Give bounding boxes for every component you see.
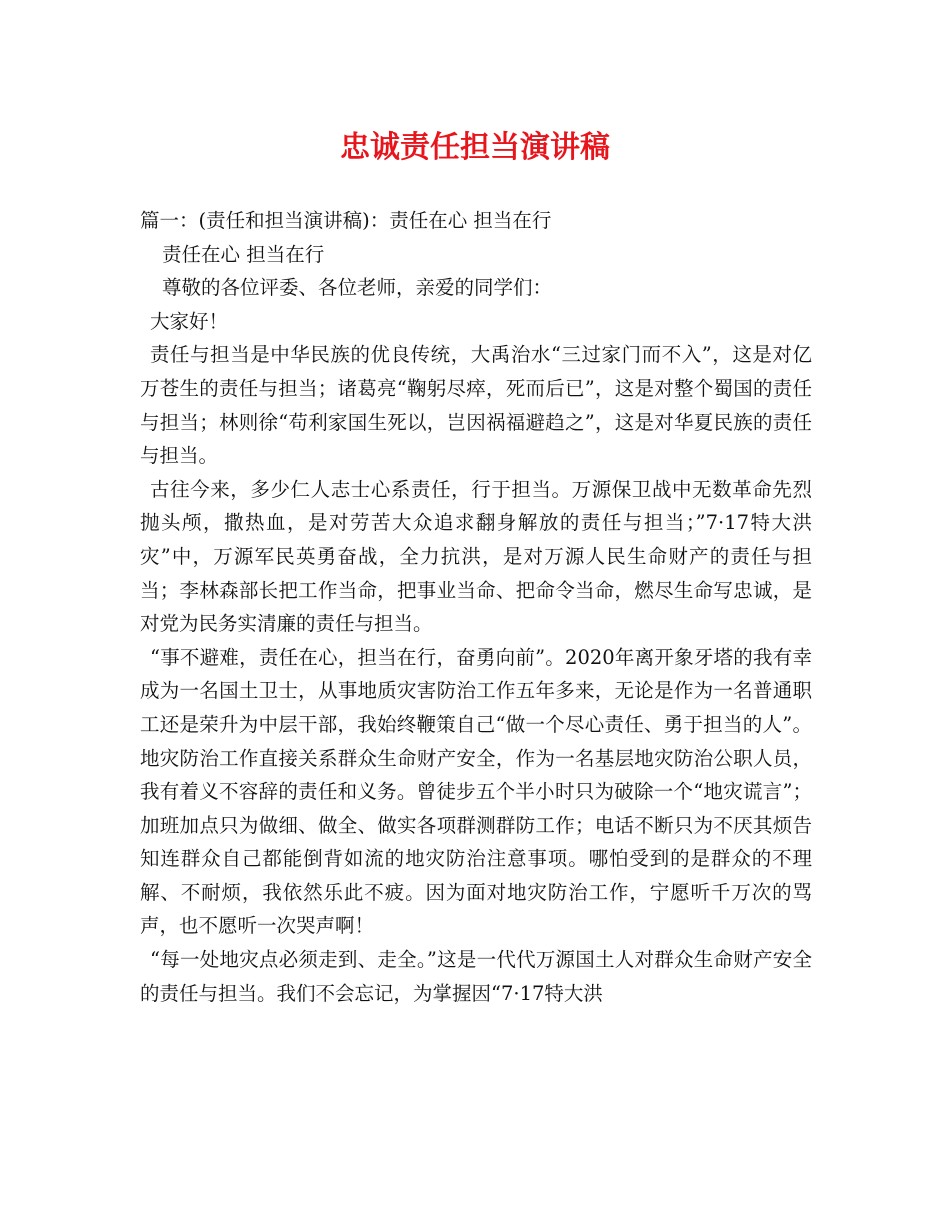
speech-subtitle: 责任在心 担当在行: [162, 242, 325, 266]
document-body: [140, 204, 812, 1010]
body-paragraph: “事不避难，责任在心，担当在行，奋勇向前”。2020年离开象牙塔的我有幸成为一名国土卫士，从事地质灾害防治工作五年多来，无论是作为一名普通职工还是荣升为中层干部，我始终鞭策自己“做一个尽心责任、勇于担当的人”。地灾防治工作直接关系群众生命财产安全，作为一名基层地灾防治公职人员，我有着义不容辞的责任和义务。曾徒步五个半小时只为破除一个“地灾谎言”；加班加点只为做细、做全、做实各项群测群防工作；电话不断只为不厌其烦告知连群众自己都能倒背如流的地灾防治注意事项。哪怕受到的是群众的不理解、不耐烦，我依然乐此不疲。因为面对地灾防治工作，宁愿听千万次的骂声，也不愿听一次哭声啊！: [140, 645, 812, 938]
body-paragraph: “每一处地灾点必须走到、走全。”这是一代代万源国土人对群众生命财产安全的责任与担当。我们不会忘记，为掌握因“7·17特大洪: [140, 948, 812, 1005]
body-paragraph: 责任与担当是中华民族的优良传统，大禹治水“三过家门而不入”，这是对亿万苍生的责任与担当；诸葛亮“鞠躬尽瘁，死而后已”，这是对整个蜀国的责任与担当；林则徐“苟利家国生死以，岂因祸福避趋之”，这是对华夏民族的责任与担当。: [140, 343, 812, 468]
body-paragraph: 古往今来，多少仁人志士心系责任，行于担当。万源保卫战中无数革命先烈抛头颅，撒热血，是对劳苦大众追求翻身解放的责任与担当；”7·17特大洪灾”中，万源军民英勇奋战，全力抗洪，是对万源人民生命财产的责任与担当；李林森部长把工作当命，把事业当命、把命令当命，燃尽生命写忠诚，是对党为民务实清廉的责任与担当。: [140, 477, 812, 636]
salutation: 尊敬的各位评委、各位老师，亲爱的同学们：: [162, 276, 553, 300]
document-title: 忠诚责任担当演讲稿: [340, 130, 610, 165]
greeting: 大家好！: [150, 309, 229, 333]
section-heading: 篇一：(责任和担当演讲稿)：责任在心 担当在行: [140, 209, 552, 232]
